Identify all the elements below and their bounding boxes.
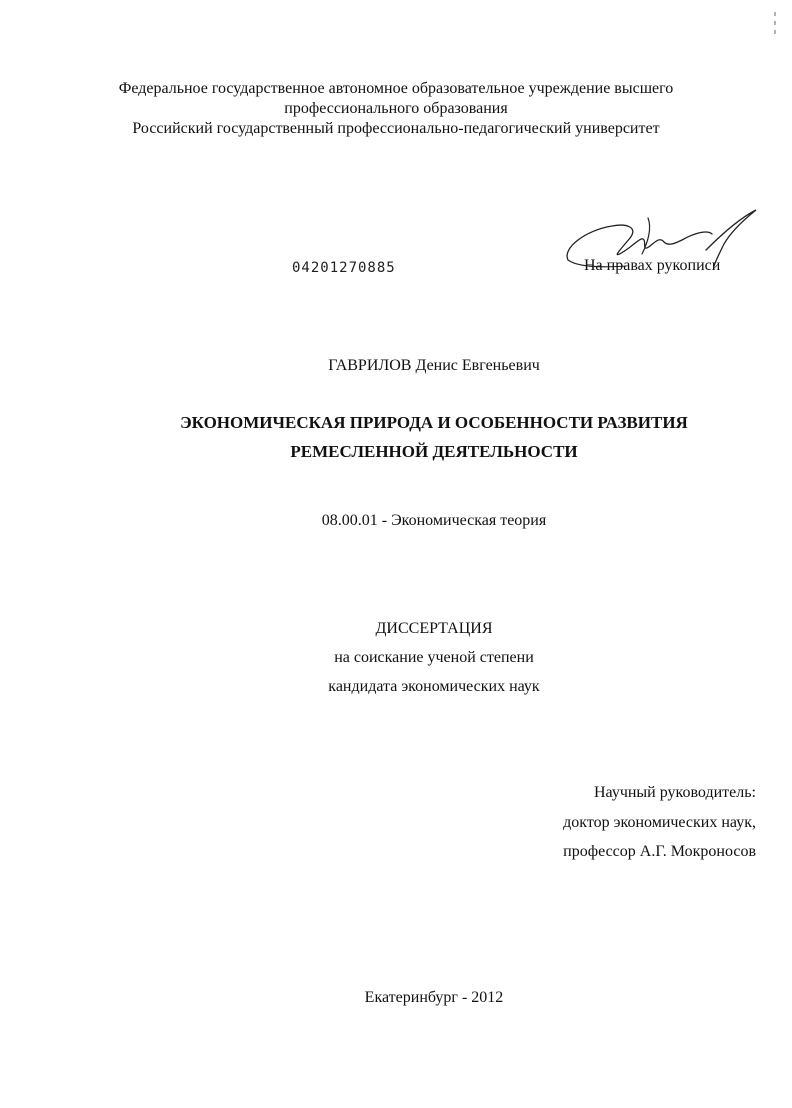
catalog-number: 04201270885 (292, 260, 396, 276)
supervisor-name: профессор А.Г. Мокроносов (563, 843, 756, 860)
degree-level: кандидата экономических наук (328, 678, 540, 695)
supervisor-degree: доктор экономических наук, (563, 814, 756, 831)
supervisor-label: Научный руководитель: (593, 784, 756, 801)
author-name: ГАВРИЛОВ Денис Евгеньевич (328, 357, 540, 374)
institution-line-1: Федеральное государственное автономное образовательное учреждение высшего (118, 80, 674, 97)
dissertation-title-line-2: РЕМЕСЛЕННОЙ ДЕЯТЕЛЬНОСТИ (290, 442, 578, 461)
institution-line-2: профессионального образования (284, 100, 508, 117)
document-type: ДИССЕРТАЦИЯ (375, 620, 493, 637)
dissertation-title-line-1: ЭКОНОМИЧЕСКАЯ ПРИРОДА И ОСОБЕННОСТИ РАЗВИТИЯ (180, 413, 688, 432)
manuscript-rights: На правах рукописи (584, 257, 721, 274)
city-year: Екатеринбург - 2012 (364, 989, 504, 1006)
corner-mark (772, 10, 778, 36)
degree-purpose: на соискание ученой степени (334, 649, 534, 666)
institution-line-3: Российский государственный профессионально-педагогический университет (132, 120, 660, 137)
specialty-code: 08.00.01 - Экономическая теория (321, 512, 547, 529)
